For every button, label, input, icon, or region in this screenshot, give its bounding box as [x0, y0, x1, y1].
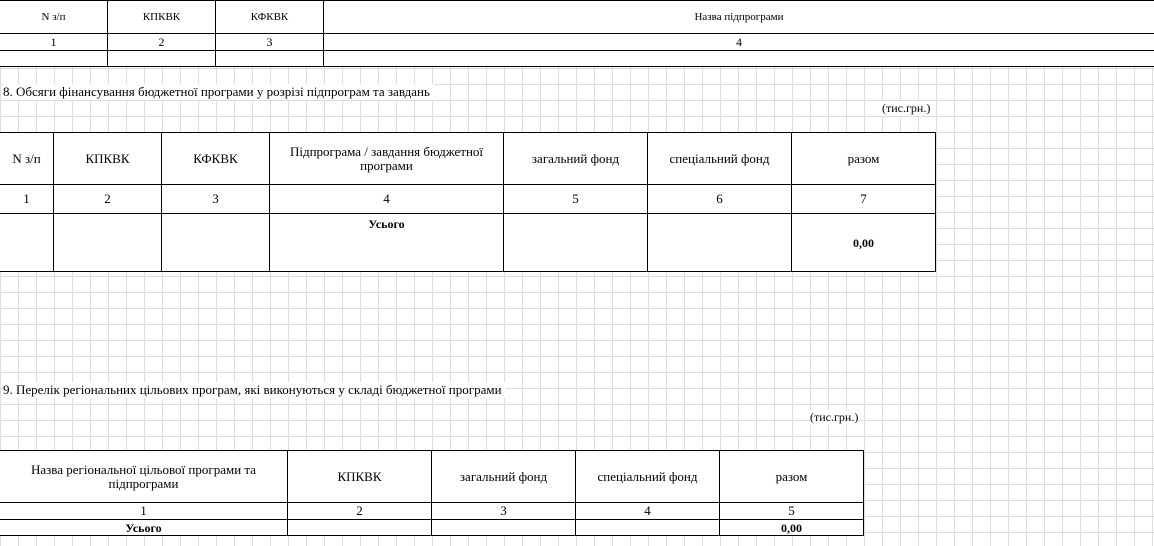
number-cell	[0, 185, 53, 213]
section-8-unit: (тис.грн.)	[882, 101, 931, 115]
header-subprogram-task	[270, 133, 503, 184]
header-kpkvk	[288, 451, 431, 502]
number-label: 1	[23, 191, 30, 206]
header-label: спеціальний фонд	[597, 468, 698, 484]
header-label: разом	[775, 468, 808, 484]
number-label: 5	[572, 191, 579, 206]
header-subprogram-name-label: Назва підпрограми	[694, 11, 784, 23]
number-cell	[162, 185, 269, 213]
number-label: 3	[266, 35, 273, 49]
number-cell	[0, 503, 287, 519]
number-label: 3	[212, 191, 219, 206]
number-label: 7	[860, 191, 867, 206]
header-n	[0, 133, 53, 184]
number-cell	[54, 185, 161, 213]
header-total	[792, 133, 935, 184]
number-label: 1	[140, 503, 147, 518]
number-label: 3	[500, 503, 507, 518]
number-label: 6	[716, 191, 723, 206]
number-cell	[432, 503, 575, 519]
header-kfkvk	[162, 133, 269, 184]
header-label: Назва регіональної цільової програми та підпрограми	[30, 461, 257, 491]
header-label: спеціальний фонд	[669, 150, 770, 166]
number-cell	[216, 34, 323, 50]
total-label: Усього	[368, 217, 405, 231]
header-kpkvk-label: КПКВК	[142, 11, 181, 23]
header-general-fund	[432, 451, 575, 502]
section-9-unit: (тис.грн.)	[810, 410, 859, 424]
number-label: 4	[383, 191, 390, 206]
header-kpkvk	[108, 1, 215, 33]
header-label: КПКВК	[337, 468, 382, 484]
total-label: Усього	[125, 520, 162, 535]
number-cell	[324, 34, 1154, 50]
number-cell	[108, 34, 215, 50]
number-label: 2	[104, 191, 111, 206]
total-value-cell	[720, 520, 863, 535]
total-label-cell	[270, 214, 503, 271]
header-regional-program	[0, 451, 287, 502]
header-label: N з/п	[12, 150, 41, 166]
number-label: 4	[736, 35, 742, 49]
empty-cell	[288, 520, 431, 535]
number-cell	[504, 185, 647, 213]
header-special-fund	[576, 451, 719, 502]
header-n	[0, 1, 107, 33]
header-kpkvk	[54, 133, 161, 184]
header-label: загальний фонд	[459, 468, 548, 484]
total-value: 0,00	[853, 235, 874, 250]
header-label: загальний фонд	[531, 150, 620, 166]
number-cell	[648, 185, 791, 213]
empty-cell	[432, 520, 575, 535]
empty-cell	[576, 520, 719, 535]
header-label: КФКВК	[193, 150, 238, 166]
number-label: 2	[158, 35, 165, 49]
number-label: 1	[50, 35, 57, 49]
header-label: Підпрограма / завдання бюджетної програми	[289, 143, 484, 173]
section-9-title: 9. Перелік регіональних цільових програм, які виконуються у складі бюджетної програми	[3, 382, 506, 398]
number-cell	[720, 503, 863, 519]
total-value-cell	[792, 214, 935, 271]
number-label: 5	[788, 503, 795, 518]
number-cell	[288, 503, 431, 519]
header-label: разом	[847, 150, 880, 166]
number-label: 2	[356, 503, 363, 518]
total-value: 0,00	[781, 520, 802, 535]
number-cell	[576, 503, 719, 519]
total-label-cell	[0, 520, 287, 535]
header-total	[720, 451, 863, 502]
number-cell	[270, 185, 503, 213]
header-general-fund	[504, 133, 647, 184]
number-cell	[792, 185, 935, 213]
header-special-fund	[648, 133, 791, 184]
number-cell	[0, 34, 107, 50]
header-label: КПКВК	[85, 150, 130, 166]
header-n-label: N з/п	[41, 11, 66, 23]
header-kfkvk-label: КФКВК	[250, 11, 289, 23]
number-label: 4	[644, 503, 651, 518]
section-8-title: 8. Обсяги фінансування бюджетної програми у розрізі підпрограм та завдань	[3, 84, 434, 100]
header-subprogram-name	[324, 1, 1154, 33]
header-kfkvk	[216, 1, 323, 33]
